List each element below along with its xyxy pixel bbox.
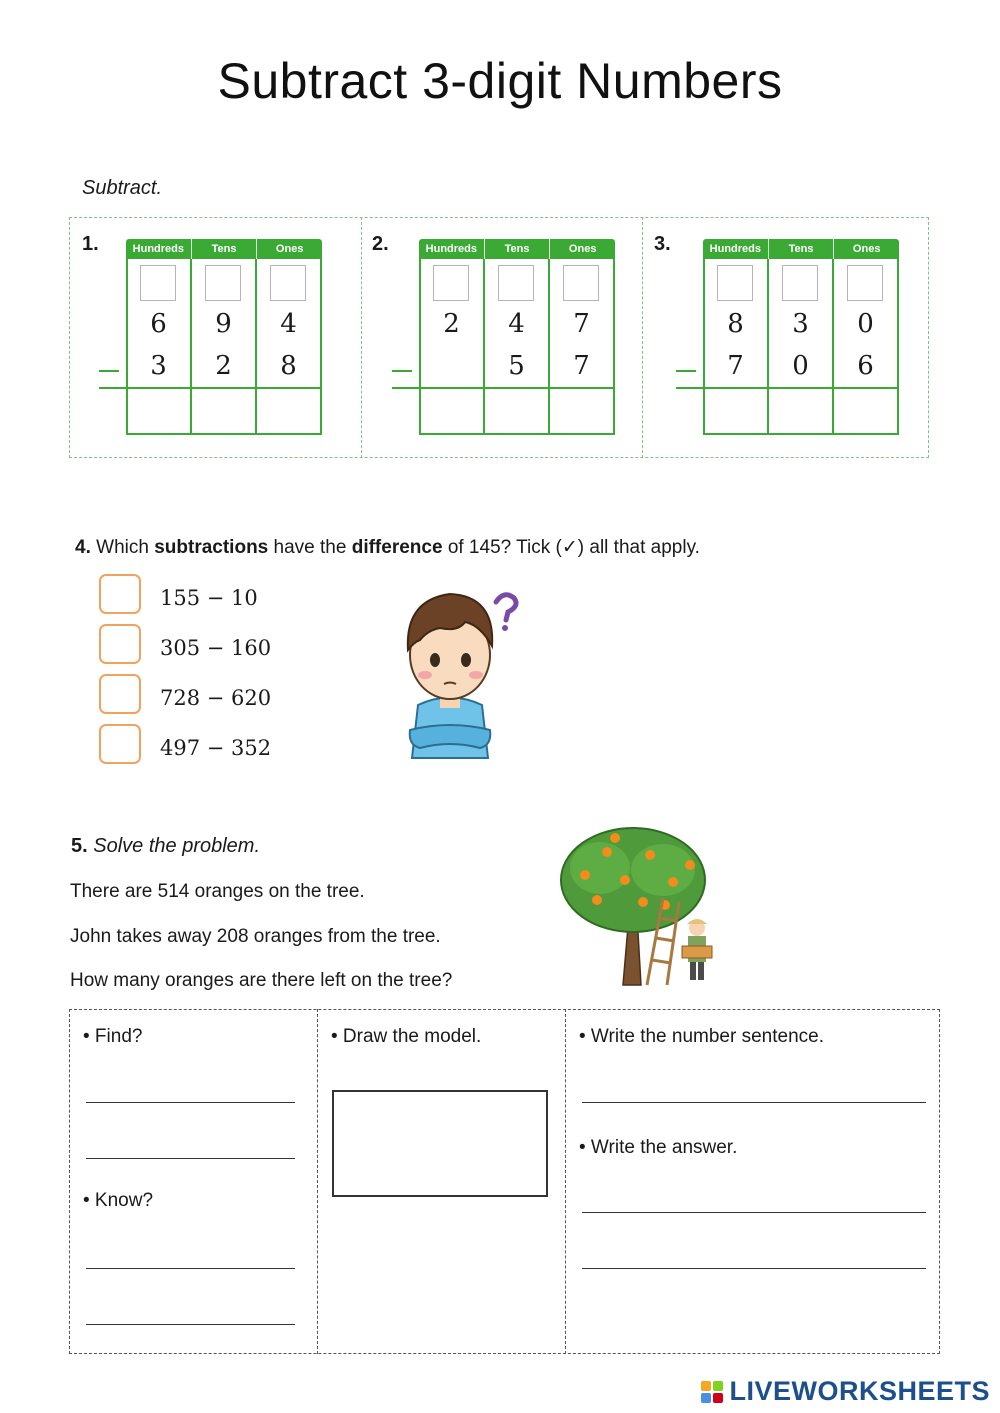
page-title: Subtract 3-digit Numbers (217, 53, 783, 109)
answer-cell-ones[interactable] (552, 391, 610, 431)
answer-cell-hundreds[interactable] (423, 391, 481, 431)
statement-3: How many oranges are there left on the tree? (70, 970, 453, 991)
minus-sign (392, 370, 412, 372)
statement-2: John takes away 208 oranges from the tree. (70, 926, 441, 947)
top-digit-hundreds: 6 (150, 309, 167, 339)
sentence-label: • Write the number sentence. (579, 1026, 824, 1047)
work-divider (565, 1009, 566, 1354)
tick-box-1[interactable] (99, 574, 141, 614)
problem-2-label: 2. (372, 233, 389, 255)
model-drawing-box[interactable] (332, 1090, 548, 1197)
place-value-chart-2 (419, 239, 615, 437)
chart-column-line (767, 259, 769, 435)
minus-sign (99, 370, 119, 372)
header-hundreds: Hundreds (703, 239, 769, 259)
place-value-chart-1 (126, 239, 322, 437)
question-5-prompt: Solve the problem. (93, 835, 261, 857)
answer-cell-ones[interactable] (259, 391, 317, 431)
regroup-box-hundreds[interactable] (433, 265, 469, 301)
place-value-chart-3 (703, 239, 899, 437)
tick-box-3[interactable] (99, 674, 141, 714)
top-digit-hundreds: 8 (727, 309, 744, 339)
header-hundreds: Hundreds (419, 239, 485, 259)
top-digit-ones: 7 (573, 309, 590, 339)
subtraction-line (676, 387, 706, 389)
tick-box-4[interactable] (99, 724, 141, 764)
regroup-box-ones[interactable] (270, 265, 306, 301)
bottom-digit-tens: 0 (792, 351, 809, 381)
header-tens: Tens (192, 239, 258, 259)
work-divider (317, 1009, 318, 1354)
bottom-digit-tens: 2 (215, 351, 232, 381)
header-hundreds: Hundreds (126, 239, 192, 259)
top-digit-hundreds: 2 (443, 309, 460, 339)
question-5-number: 5. (71, 835, 88, 857)
option-1: 155 − 10 (160, 586, 258, 610)
regroup-box-hundreds[interactable] (717, 265, 753, 301)
orange-tree-illustration (555, 820, 725, 990)
question-4 (75, 536, 700, 559)
question-4-bold-2: difference (351, 537, 443, 558)
header-ones: Ones (852, 243, 881, 255)
option-3: 728 − 620 (160, 686, 272, 710)
question-5 (71, 835, 260, 858)
answer-cell-tens[interactable] (771, 391, 829, 431)
top-digit-ones: 4 (280, 309, 297, 339)
answer-label: • Write the answer. (579, 1137, 738, 1158)
header-tens: Tens (769, 239, 835, 259)
header-ones: Ones (568, 243, 597, 255)
problem-3-label: 3. (654, 233, 671, 255)
header-tens: Tens (485, 239, 551, 259)
minus-sign (676, 370, 696, 372)
tick-box-2[interactable] (99, 624, 141, 664)
problem-divider (361, 217, 362, 458)
answer-line-1[interactable] (582, 1212, 926, 1213)
find-line-1[interactable] (86, 1102, 295, 1103)
question-4-text-1: Which (96, 537, 149, 558)
question-4-number: 4. (75, 537, 91, 558)
bottom-digit-ones: 6 (857, 351, 874, 381)
problem-divider (642, 217, 643, 458)
brand-name: LIVEWORKSHEETS (729, 1376, 990, 1406)
chart-column-line (548, 259, 550, 435)
option-2: 305 − 160 (160, 636, 272, 660)
answer-cell-hundreds[interactable] (707, 391, 765, 431)
chart-answer-rule (703, 387, 899, 389)
regroup-box-ones[interactable] (847, 265, 883, 301)
bottom-digit-hundreds: 3 (150, 351, 167, 381)
find-line-2[interactable] (86, 1158, 295, 1159)
top-digit-tens: 4 (508, 309, 525, 339)
subtraction-line (99, 387, 129, 389)
answer-cell-hundreds[interactable] (130, 391, 188, 431)
know-label: • Know? (83, 1190, 154, 1211)
brand-logo (701, 1376, 990, 1407)
instruction-text: Subtract. (82, 177, 163, 199)
chart-column-line (483, 259, 485, 435)
chart-column-line (255, 259, 257, 435)
know-line-1[interactable] (86, 1268, 295, 1269)
top-digit-tens: 3 (792, 309, 809, 339)
question-4-text-3: of 145? Tick (✓) all that apply. (447, 537, 700, 558)
chart-column-line (832, 259, 834, 435)
question-4-text-2: have the (273, 537, 347, 558)
subtraction-line (392, 387, 422, 389)
header-ones: Ones (275, 243, 304, 255)
know-line-2[interactable] (86, 1324, 295, 1325)
chart-header (419, 239, 615, 259)
bottom-digit-ones: 8 (280, 351, 297, 381)
chart-answer-rule (419, 387, 615, 389)
problem-1-label: 1. (82, 233, 99, 255)
find-label: • Find? (83, 1026, 143, 1047)
chart-header (703, 239, 899, 259)
answer-cell-tens[interactable] (194, 391, 252, 431)
chart-header (126, 239, 322, 259)
answer-cell-ones[interactable] (836, 391, 894, 431)
regroup-box-hundreds[interactable] (140, 265, 176, 301)
top-digit-tens: 9 (215, 309, 232, 339)
bottom-digit-ones: 7 (573, 351, 590, 381)
regroup-box-tens[interactable] (498, 265, 534, 301)
regroup-box-tens[interactable] (782, 265, 818, 301)
bottom-digit-tens: 5 (508, 351, 525, 381)
regroup-box-ones[interactable] (563, 265, 599, 301)
model-label: • Draw the model. (331, 1026, 482, 1047)
brand-mark-icon (701, 1381, 723, 1403)
regroup-box-tens[interactable] (205, 265, 241, 301)
chart-answer-rule (126, 387, 322, 389)
statement-1: There are 514 oranges on the tree. (70, 881, 365, 902)
question-4-bold-1: subtractions (154, 537, 269, 558)
bottom-digit-hundreds: 7 (727, 351, 744, 381)
top-digit-ones: 0 (857, 309, 874, 339)
thinking-boy-illustration (380, 580, 525, 760)
option-4: 497 − 352 (160, 736, 272, 760)
sentence-line[interactable] (582, 1102, 926, 1103)
chart-column-line (190, 259, 192, 435)
answer-cell-tens[interactable] (487, 391, 545, 431)
answer-line-2[interactable] (582, 1268, 926, 1269)
